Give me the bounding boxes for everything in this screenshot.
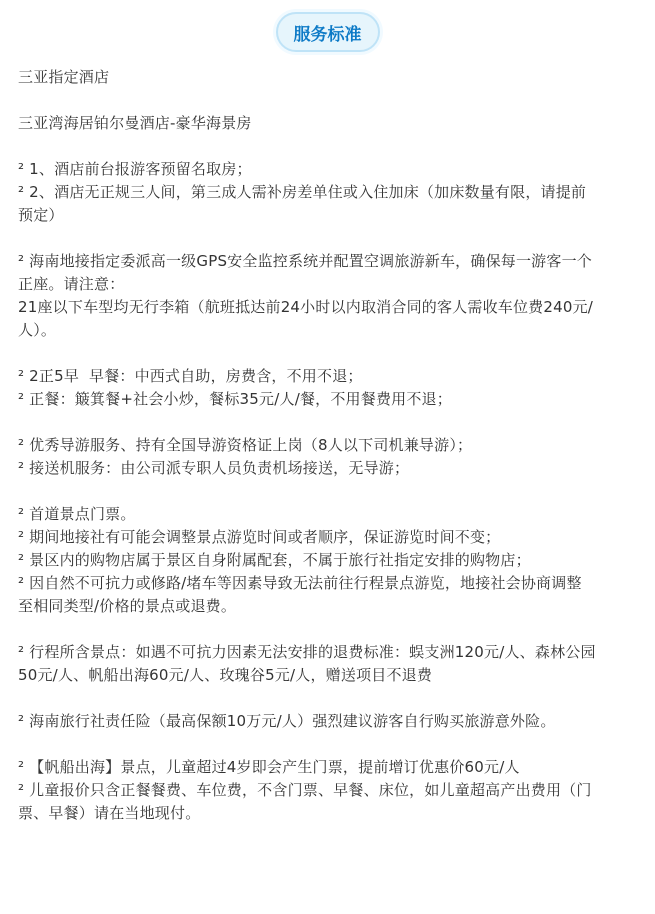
paragraph-gap — [18, 733, 642, 756]
text-line: 50元/人、帆船出海60元/人、玫瑰谷5元/人，赠送项目不退费 — [18, 666, 433, 684]
text-line: ² 【帆船出海】景点，儿童超过4岁即会产生门票，提前增订优惠价60元/人 — [18, 758, 520, 776]
text-line: ² 正餐：簸箕餐+社会小炒，餐标35元/人/餐，不用餐费用不退； — [18, 390, 452, 408]
text-line: ² 接送机服务：由公司派专职人员负责机场接送，无导游； — [18, 459, 410, 477]
header — [0, 12, 655, 52]
text-line: ² 1、酒店前台报游客预留名取房； — [18, 160, 252, 178]
text-line: ² 儿童报价只含正餐餐费、车位费，不含门票、早餐、床位，如儿童超高产出费用（门 — [18, 781, 592, 799]
text-line: 预定） — [18, 206, 64, 224]
text-line: 票、早餐）请在当地现付。 — [18, 804, 201, 822]
section-title-badge: 服务标准 — [276, 12, 380, 52]
text-line: 21座以下车型均无行李箱（航班抵达前24小时以内取消合同的客人需收车位费240元/ — [18, 298, 594, 316]
text-line: ² 优秀导游服务、持有全国导游资格证上岗（8人以下司机兼导游）； — [18, 436, 473, 454]
paragraph-gap — [18, 135, 642, 158]
text-line: ² 首道景点门票。 — [18, 505, 136, 523]
paragraph-gap — [18, 618, 642, 641]
text-line: ² 景区内的购物店属于景区自身附属配套，不属于旅行社指定安排的购物店； — [18, 551, 531, 569]
paragraph-gap — [18, 687, 642, 710]
paragraph-gap — [18, 411, 642, 434]
text-line: ² 海南地接指定委派高一级GPS安全监控系统并配置空调旅游新车，确保每一游客一个 — [18, 252, 592, 270]
text-line: ² 2、酒店无正规三人间，第三成人需补房差单住或入住加床（加床数量有限，请提前 — [18, 183, 587, 201]
text-line: ² 期间地接社有可能会调整景点游览时间或者顺序，保证游览时间不变； — [18, 528, 501, 546]
paragraph-gap — [18, 342, 642, 365]
text-line: 三亚湾海居铂尔曼酒店-豪华海景房 — [18, 114, 252, 132]
paragraph-gap — [18, 89, 642, 112]
text-line: ² 海南旅行社责任险（最高保额10万元/人）强烈建议游客自行购买旅游意外险。 — [18, 712, 556, 730]
text-line: ² 2正5早 早餐：中西式自助，房费含，不用不退； — [18, 367, 363, 385]
text-line: 三亚指定酒店 — [18, 68, 110, 86]
text-line: ² 行程所含景点：如遇不可抗力因素无法安排的退费标准：蜈支洲120元/人、森林公园 — [18, 643, 596, 661]
text-line: 至相同类型/价格的景点或退费。 — [18, 597, 237, 615]
text-line: 正座。请注意： — [18, 275, 125, 293]
paragraph-gap — [18, 480, 642, 503]
service-standards-text — [18, 66, 642, 825]
text-line: ² 因自然不可抗力或修路/堵车等因素导致无法前往行程景点游览，地接社会协商调整 — [18, 574, 582, 592]
paragraph-gap — [18, 227, 642, 250]
text-line: 人）。 — [18, 321, 57, 339]
